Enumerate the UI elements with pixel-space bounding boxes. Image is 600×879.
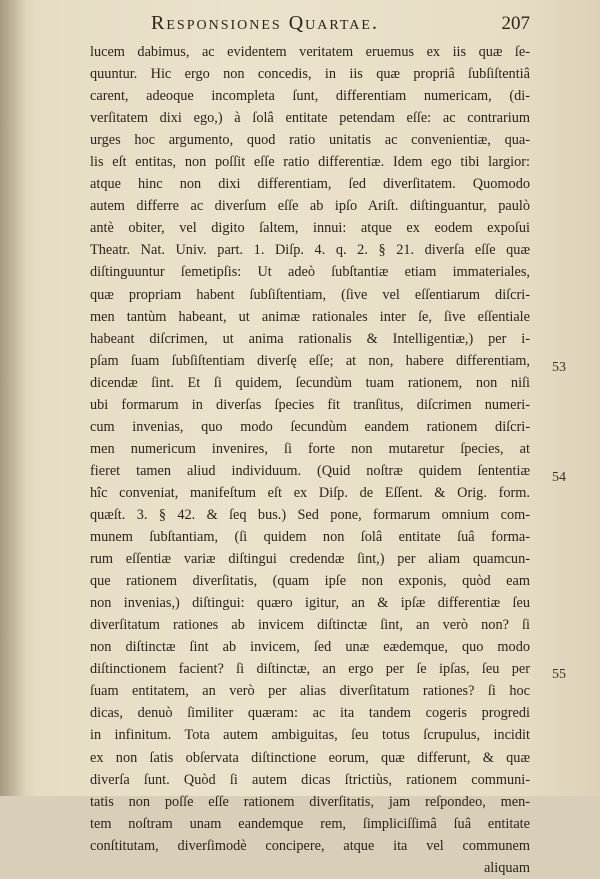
- text-line: men numericum invenires, ſi forte non mutaretur ſpecies, at: [90, 440, 530, 457]
- text-line: dicendæ ſint. Et ſi quidem, ſecundùm tuam rationem, non niſi: [90, 374, 530, 391]
- body-text: [90, 41, 530, 879]
- text-line: ſuam entitatem, an verò per alias diverſitatum rationes? ſi hoc: [90, 683, 530, 700]
- text-line: men tantùm habeant, ut animæ rationales inter ſe, ſive eſſentiale: [90, 308, 530, 325]
- text-line: non invenias,) diſtingui: quæro igitur, an & ipſæ differentiæ ſeu: [90, 595, 530, 612]
- catchword: aliquam: [483, 859, 530, 876]
- text-line: carent, adeoque incompleta ſunt, differentiam numericam, (di-: [90, 88, 530, 105]
- text-line: ex non ſatis obſervata diſtinctione eorum, quæ differunt, & quæ: [90, 749, 530, 766]
- text-line: lucem dabimus, ac evidentem veritatem eruemus ex iis quæ ſe-: [90, 44, 530, 60]
- text-line: atque hinc non dixi differentiam, ſed diverſitatem. Quomodo: [90, 176, 530, 193]
- margin-number: 54: [552, 470, 566, 485]
- text-line: tatis non poſſe eſſe rationem diverſitatis, jam reſpondeo, men-: [90, 793, 530, 810]
- margin-number: 55: [552, 667, 566, 682]
- text-line: quæſt. 3. § 42. & ſeq bus.) Sed pone, formarum omnium com-: [90, 506, 530, 523]
- text-line: munem ſubſtantiam, (ſi quidem non ſolâ entitate ſuâ forma-: [90, 529, 530, 546]
- text-line: ubi formarum in diverſas ſpecies fit tranſitus, diſcrimen numeri-: [90, 396, 530, 413]
- text-line: diverſa ſunt. Quòd ſi autem dicas ſtrictiùs, rationem communi-: [90, 771, 530, 788]
- running-head: [60, 12, 530, 38]
- text-line: diverſitatum rationes ab invicem diſtinctæ ſint, an verò non? ſi: [90, 617, 530, 634]
- margin-number: 53: [552, 360, 566, 375]
- text-line: hîc conveniat, manifeſtum eſt ex Diſp. de Eſſent. & Orig. form.: [90, 484, 530, 501]
- text-line: Theatr. Nat. Univ. part. 1. Diſp. 4. q. 2. § 21. diverſa eſſe quæ: [90, 242, 530, 259]
- text-line: que rationem diverſitatis, (quam ipſe non exponis, quòd eam: [90, 573, 530, 590]
- text-line: habeant diſcrimen, ut anima rationalis & Intelligentiæ,) per i-: [90, 330, 530, 347]
- text-line: quuntur. Hic ergo non concedis, in iis quæ propriâ ſubſiſtentiâ: [90, 66, 530, 83]
- text-line: verſitatem dixi ego,) à ſolâ entitate petendam eſſe: ac contrarium: [90, 110, 530, 127]
- text-line: urges hoc argumento, quod ratio unitatis ac convenientiæ, qua-: [90, 132, 530, 149]
- text-line: rum eſſentiæ variæ diſtingui credendæ ſint,) per aliam quamcun-: [90, 551, 530, 568]
- running-title: Responsiones Quartae.: [151, 12, 379, 34]
- page-number: 207: [501, 13, 530, 34]
- text-line: dicas, denuò ſimiliter quæram: ac ita tandem cogeris progredi: [90, 705, 530, 722]
- binding-shadow: [0, 0, 26, 796]
- text-line: autem differre ac diverſum eſſe ab ipſo Ariſt. diſtinguantur, paulò: [90, 198, 530, 215]
- text-line: quæ propriam habent ſubſiſtentiam, (ſive vel eſſentiarum diſcri-: [90, 286, 530, 303]
- text-line: lis eſt entitas, non poſſit eſſe ratio differentiæ. Idem ego tibi largior:: [90, 154, 530, 171]
- text-line: tem noſtram unam eandemque rem, ſimpliciſſimâ ſuâ entitate: [90, 815, 530, 832]
- text-line: in infinitum. Tota autem ambiguitas, ſeu totus ſcrupulus, incidit: [90, 727, 530, 744]
- text-line: cum invenias, quo modo ſecundùm eandem rationem diſcri-: [90, 418, 530, 435]
- text-line: antè obiter, vel digito ſaltem, innui: atque ex eodem expoſui: [90, 220, 530, 237]
- text-line: non diſtinctæ ſint ab invicem, ſed unæ eædemque, quo modo: [90, 639, 530, 656]
- text-line: diſtinguuntur ſemetipſis: Ut adeò ſubſtantiæ etiam immateriales,: [90, 264, 530, 281]
- text-line: diſtinctionem facient? ſi diſtinctæ, an ergo per ſe ipſas, ſeu per: [90, 661, 530, 678]
- text-line: fieret tamen aliud individuum. (Quid noſtræ quidem ſententiæ: [90, 462, 530, 479]
- text-line: conſtitutam, diverſimodè concipere, atque ita vel communem: [90, 837, 530, 854]
- text-line: pſam ſuam ſubſiſtentiam diverſę eſſe; at non, habere differentiam,: [90, 352, 530, 369]
